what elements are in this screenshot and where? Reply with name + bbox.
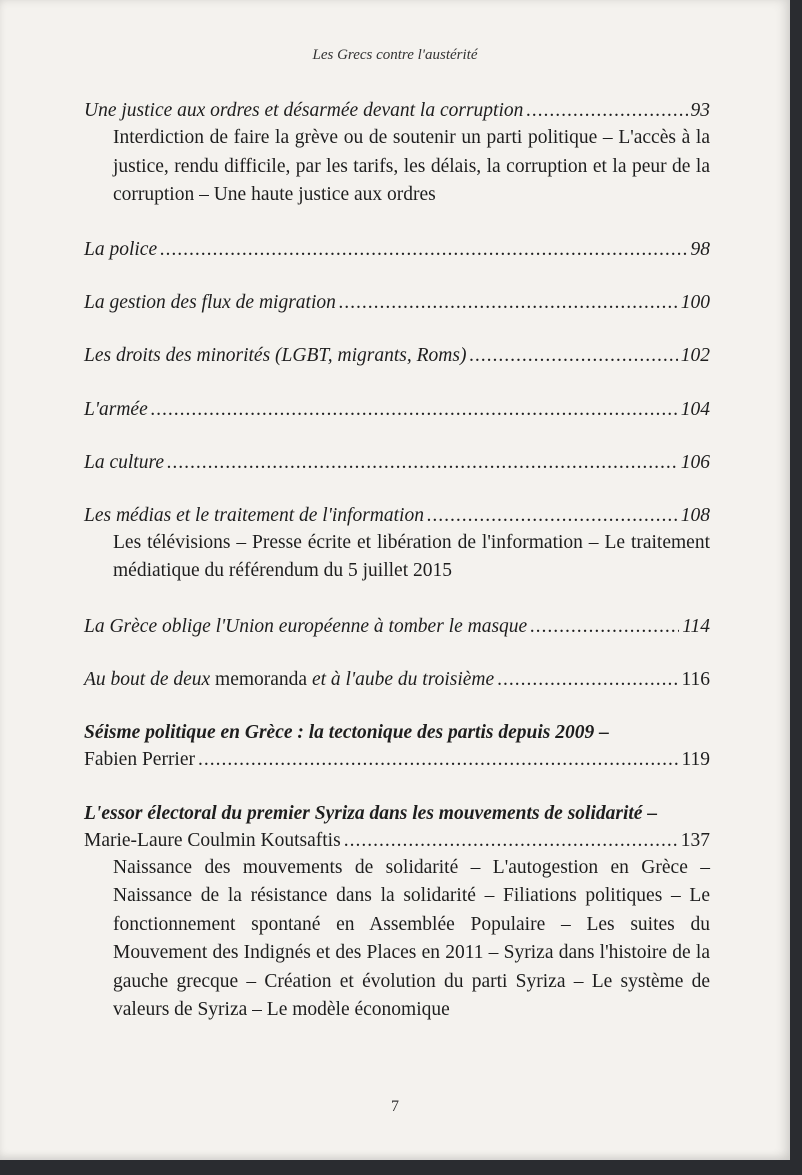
toc-entry-page: 106 [680,451,710,473]
toc-entry-page: 108 [680,504,710,526]
chapter-page: 119 [681,748,710,770]
toc-entry-title: La police [84,238,158,260]
toc-entry [84,613,710,640]
leader-dots [530,613,679,640]
chapter-title: Séisme politique en Grèce : la tectonique des partis depuis 2009 – [84,721,609,743]
toc-entry-page: 100 [680,291,710,313]
toc-entry-page: 116 [681,668,710,690]
leader-dots [427,502,678,529]
toc-entry-page: 93 [690,100,710,121]
toc-entry-title: La culture [84,451,164,473]
leader-dots [198,746,678,773]
chapter-author: Fabien Perrier [84,748,196,770]
chapter-page: 137 [680,829,710,851]
toc-entry-title: Les médias et le traitement de l'information [84,504,424,526]
chapter-author-line [84,746,710,773]
chapter-author-line [84,827,710,854]
toc-entry [84,449,710,476]
toc-entry-title: Au bout de deux memoranda et à l'aube du troisième [84,668,495,690]
leader-dots [151,396,678,423]
toc-entry [84,666,710,693]
toc-entry-page: 104 [680,398,710,420]
toc-entry [84,502,710,529]
toc-entry [84,289,710,316]
chapter-title: L'essor électoral du premier Syriza dans les mouvements de solidarité – [84,802,658,824]
toc-entry-page: 102 [680,344,710,366]
toc-entry [84,342,710,369]
toc-entry-page: 98 [690,238,710,260]
toc-entry-title: Les droits des minorités (LGBT, migrants, Roms) [84,344,467,366]
leader-dots [526,97,687,124]
leader-dots [160,236,687,263]
toc-entry-title: La gestion des flux de migration [84,291,336,313]
toc-entry [84,396,710,423]
chapter-author: Marie-Laure Coulmin Koutsaftis [84,829,341,851]
toc-entry-subtopics: Interdiction de faire la grève ou de soutenir un parti politique – L'accès à la justice, rendu difficile, par les tarifs, les délais, la corruption et la peur de la corruption – Une haute justice aux ordres [113,127,710,205]
leader-dots [497,666,678,693]
page-number: 7 [391,1098,399,1115]
leader-dots [339,289,678,316]
leader-dots [344,827,678,854]
toc-entry-title: Une justice aux ordres et désarmée devant la corruption [84,100,524,121]
toc-entry-title: La Grèce oblige l'Union européenne à tomber le masque [84,615,528,637]
toc-entry-title: L'armée [84,398,148,420]
leader-dots [167,449,678,476]
running-head: Les Grecs contre l'austérité [312,47,478,63]
toc-entry [84,97,710,124]
chapter-subtopics: Naissance des mouvements de solidarité – L'autogestion en Grèce – Naissance de la résistance dans la solidarité – Filiations politiques – Le fonctionnement spontané en Assemblée Populaire – Les suites du Mouvement des Indignés et des Places en 2011 – Syriza dans l'histoire de la gauche grecque – Création et évolution du parti Syriza – Le système de valeurs de Syriza – Le modèle économique [113,856,710,1020]
leader-dots [469,342,677,369]
toc-entry-subtopics: Les télévisions – Presse écrite et libération de l'information – Le traitement médiatique du référendum du 5 juillet 2015 [113,531,710,581]
toc-entry [84,236,710,263]
toc-entry-page: 114 [682,615,710,637]
table-of-contents [84,97,710,1025]
